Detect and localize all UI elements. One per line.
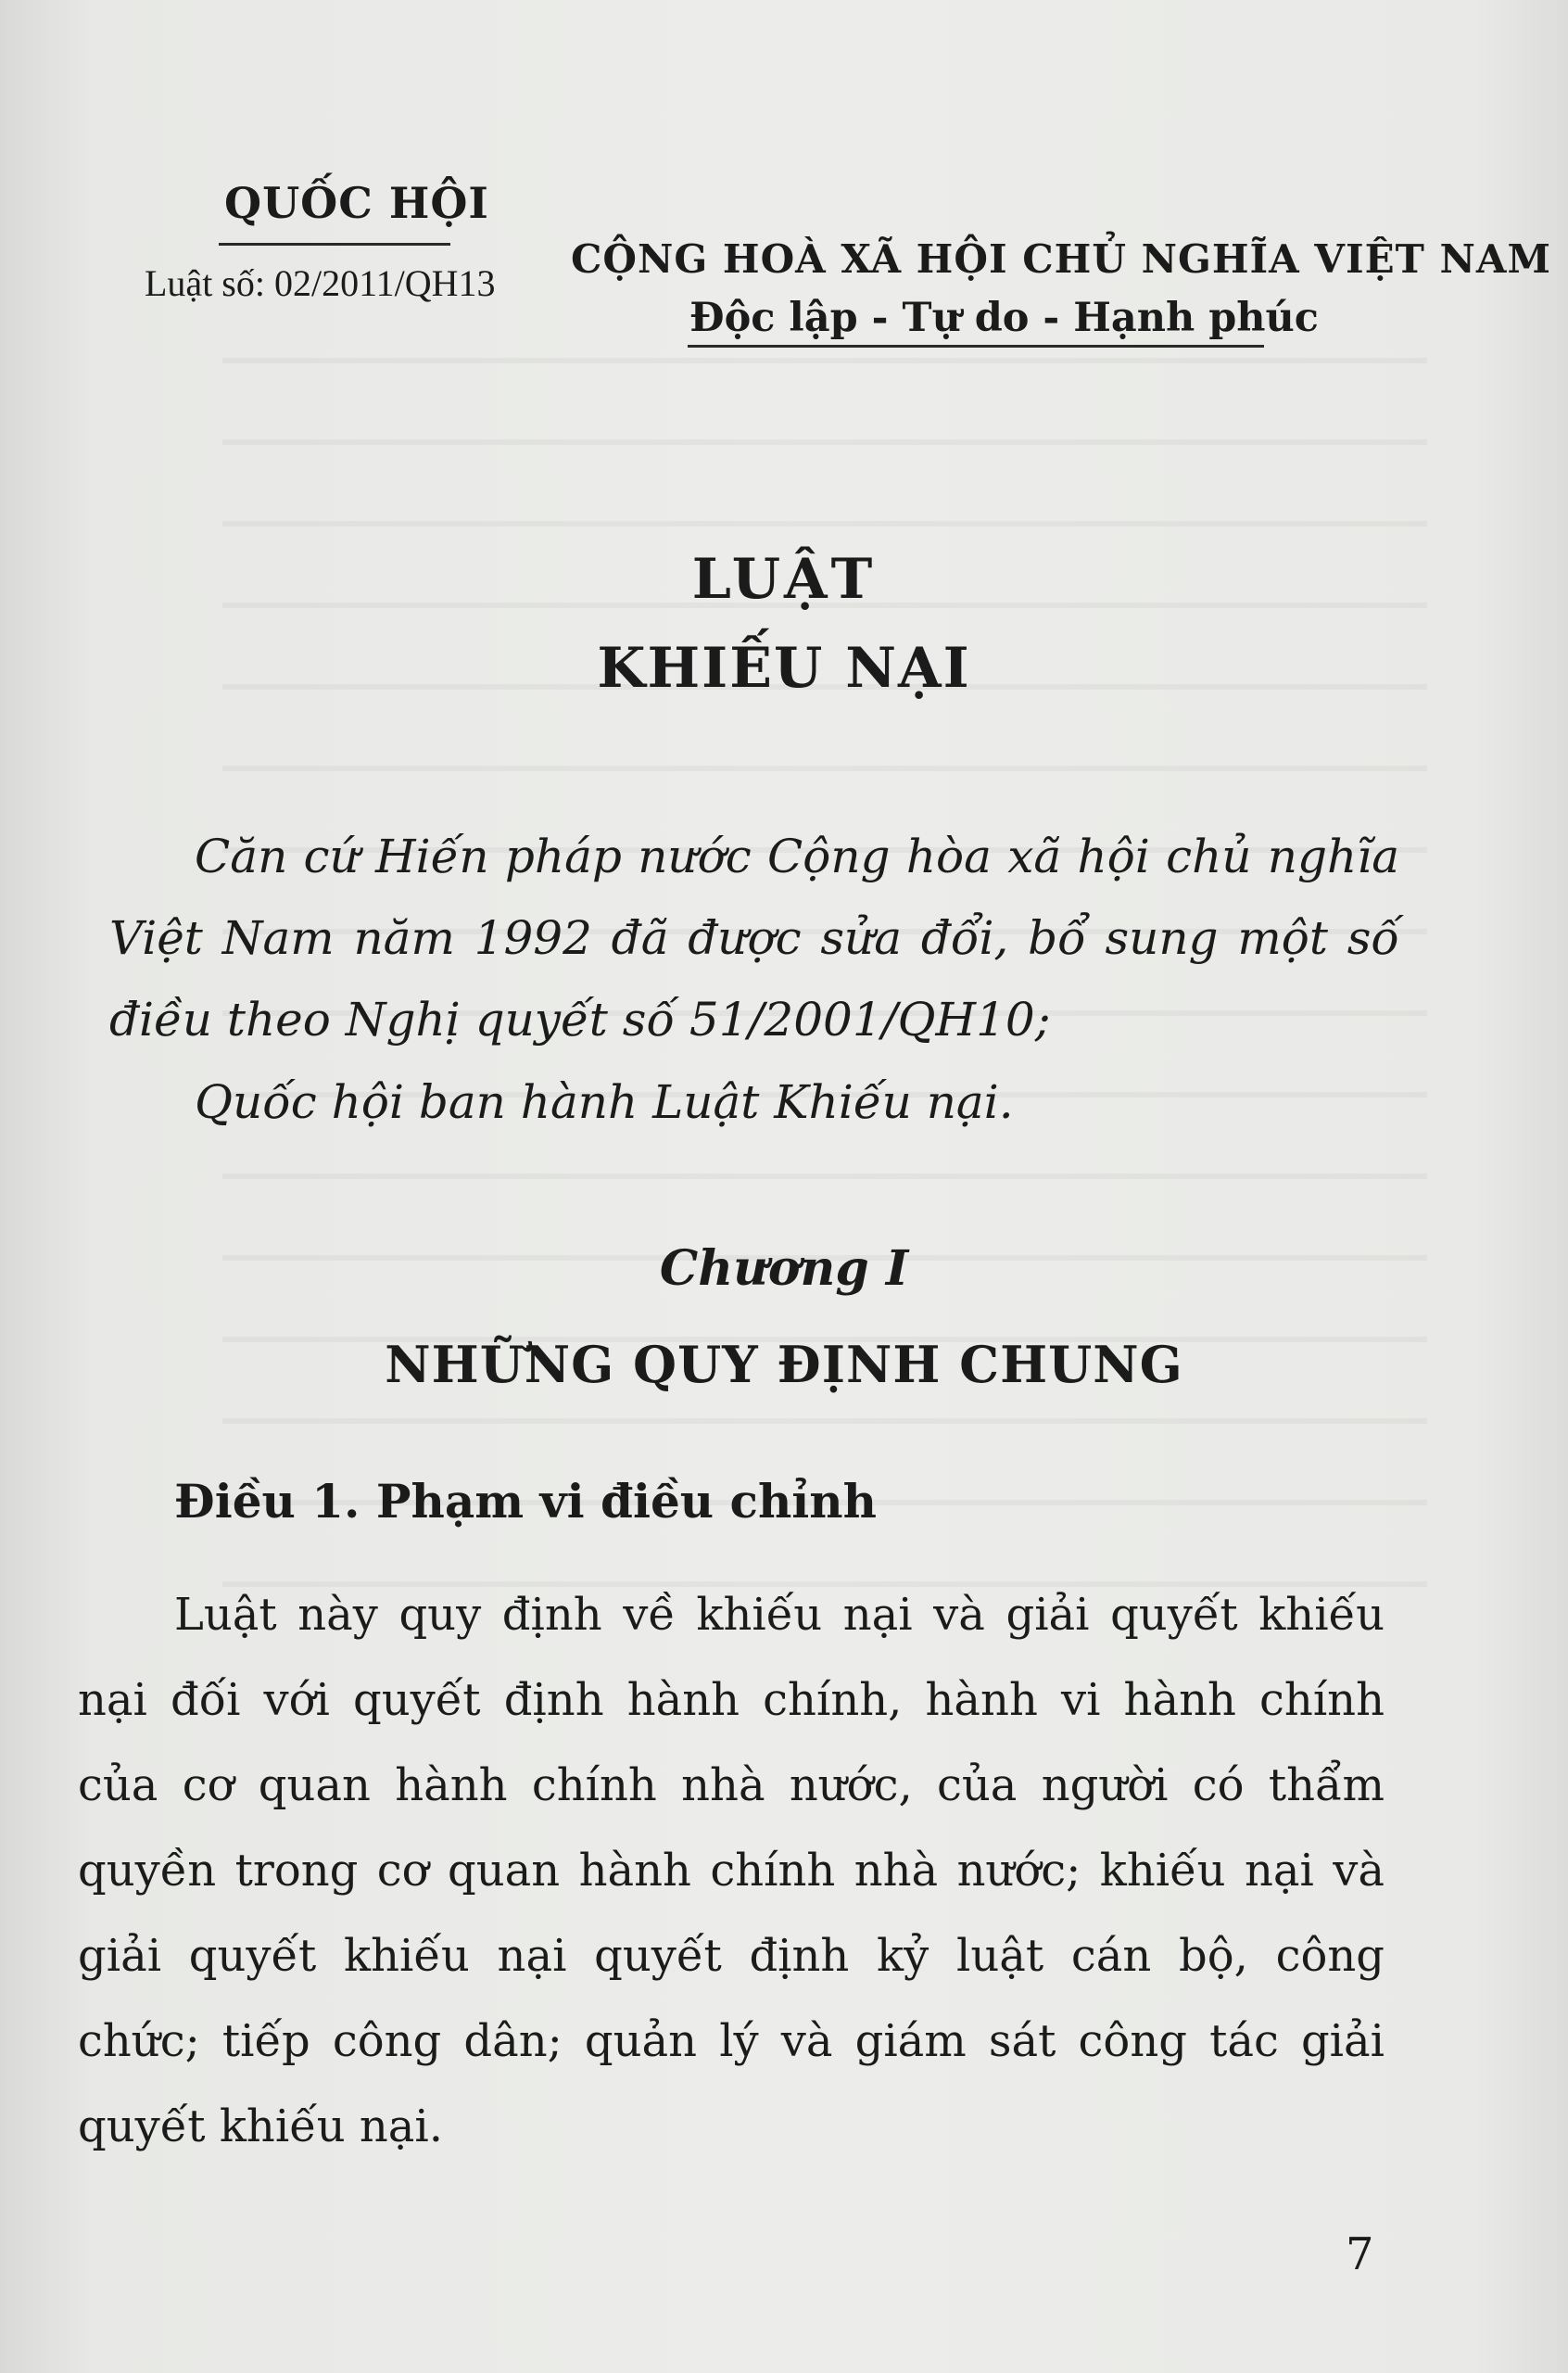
issuer-underline bbox=[219, 243, 450, 246]
article-body: Luật này quy định về khiếu nại và giải quyết khiếu nại đối với quyết định hành chính, hành vi hành chính của cơ quan hành chính nhà nước, của người có thẩm quyền trong cơ quan hành chính nhà nước; khiếu nại và giải quyết khiếu nại quyết định kỷ luật cán bộ, công chức; tiếp công dân; quản lý và giám sát công tác giải quyết khiếu nại. bbox=[78, 1589, 1385, 2152]
preamble-enactment: Quốc hội ban hành Luật Khiếu nại. bbox=[195, 1075, 1014, 1129]
law-number: Luật số: 02/2011/QH13 bbox=[145, 262, 496, 304]
page-number: 7 bbox=[1346, 2228, 1374, 2280]
motto-underline bbox=[688, 345, 1264, 348]
preamble-basis: Căn cứ Hiến pháp nước Cộng hòa xã hội chủ nghĩa Việt Nam năm 1992 đã được sửa đổi, bổ sung một số điều theo Nghị quyết số 51/2001/QH10; bbox=[109, 830, 1399, 1047]
national-motto: Độc lập - Tự do - Hạnh phúc bbox=[689, 295, 1319, 341]
issuer-name: QUỐC HỘI bbox=[224, 178, 489, 228]
chapter-title: NHỮNG QUY ĐỊNH CHUNG bbox=[385, 1335, 1183, 1394]
article-title: Điều 1. Phạm vi điều chỉnh bbox=[174, 1474, 878, 1529]
document-type-title: LUẬT bbox=[691, 547, 877, 612]
law-name-title: KHIẾU NẠI bbox=[597, 636, 971, 701]
chapter-number: Chương I bbox=[659, 1240, 909, 1297]
country-name: CỘNG HOÀ XÃ HỘI CHỦ NGHĨA VIỆT NAM bbox=[571, 236, 1551, 282]
